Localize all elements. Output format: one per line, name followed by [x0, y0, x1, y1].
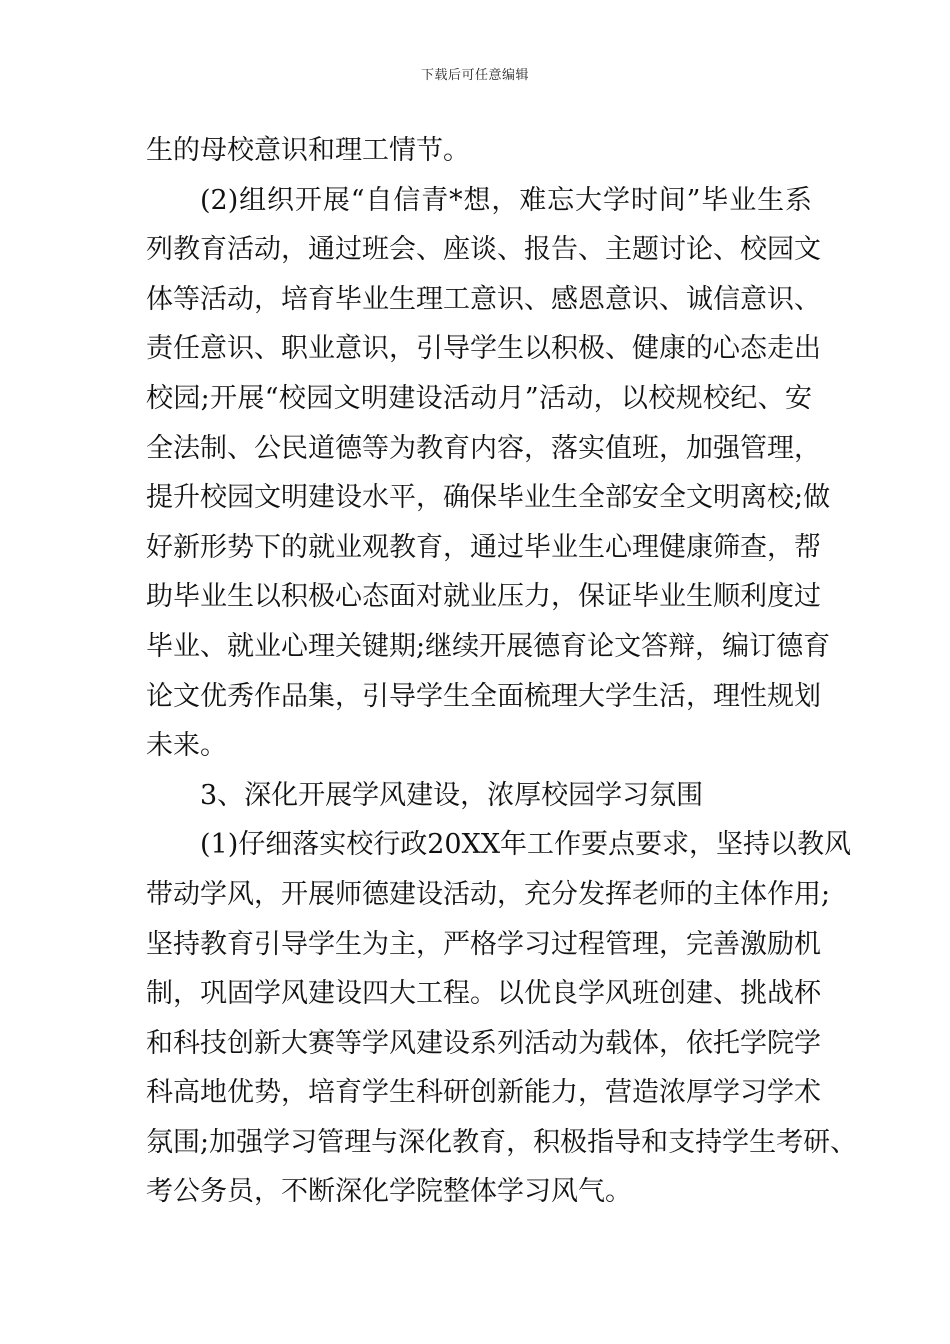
- text-line: 提升校园文明建设水平，确保毕业生全部安全文明离校;做: [146, 482, 831, 514]
- text-line: 生的母校意识和理工情节。: [146, 135, 470, 166]
- text-line: 和科技创新大赛等学风建设系列活动为载体，依托学院学: [146, 1027, 821, 1059]
- text-line: 氛围;加强学习管理与深化教育，积极指导和支持学生考研、: [146, 1126, 858, 1158]
- text-line: 论文优秀作品集，引导学生全面梳理大学生活，理性规划: [146, 680, 821, 712]
- text-line: 责任意识、职业意识，引导学生以积极、健康的心态走出: [146, 333, 821, 365]
- text-line: 考公务员，不断深化学院整体学习风气。: [146, 1176, 632, 1208]
- text-line: 列教育活动，通过班会、座谈、报告、主题讨论、校园文: [146, 234, 821, 266]
- text-line: 体等活动，培育毕业生理工意识、感恩意识、诚信意识、: [146, 283, 821, 315]
- text-line: 校园;开展“校园文明建设活动月”活动，以校规校纪、安: [146, 382, 812, 414]
- text-line: 制，巩固学风建设四大工程。以优良学风班创建、挑战杯: [146, 978, 821, 1010]
- text-line: 3、深化开展学风建设，浓厚校园学习氛围: [200, 779, 704, 811]
- text-line: 全法制、公民道德等为教育内容，落实值班，加强管理，: [146, 432, 821, 464]
- text-line: 带动学风，开展师德建设活动，充分发挥老师的主体作用;: [146, 878, 831, 910]
- text-line: (2)组织开展“自信青*想，难忘大学时间”毕业生系: [200, 184, 812, 216]
- text-line: 科高地优势，培育学生科研创新能力，营造浓厚学习学术: [146, 1077, 821, 1109]
- text-line: 坚持教育引导学生为主，严格学习过程管理，完善激励机: [146, 928, 821, 960]
- page-header: 下载后可任意编辑: [420, 68, 529, 83]
- text-line: 毕业、就业心理关键期;继续开展德育论文答辩，编订德育: [146, 630, 831, 662]
- document-body: [146, 126, 858, 1217]
- text-line: 助毕业生以积极心态面对就业压力，保证毕业生顺利度过: [146, 581, 821, 613]
- text-line: 未来。: [146, 730, 227, 762]
- text-line: (1)仔细落实校行政20XX年工作要点要求，坚持以教风: [200, 829, 852, 861]
- text-line: 好新形势下的就业观教育，通过毕业生心理健康筛查，帮: [146, 531, 821, 563]
